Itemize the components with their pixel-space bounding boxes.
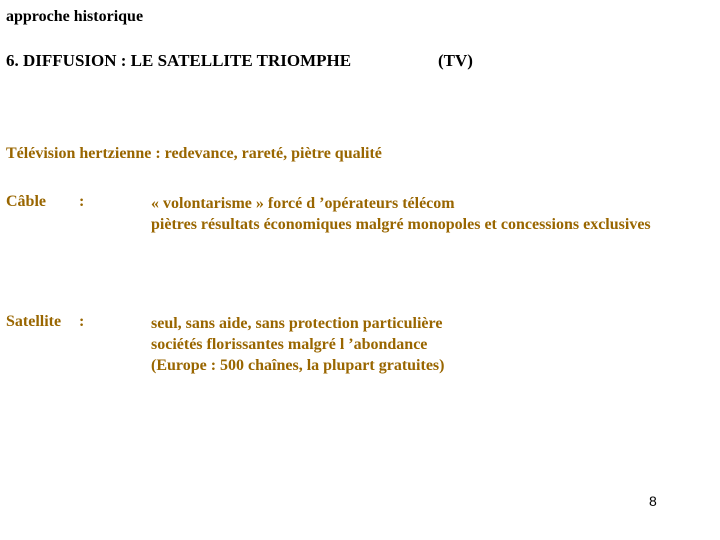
cable-label: Câble [6,193,46,210]
cable-line-2: piètres résultats économiques malgré monopoles et concessions exclusives [151,216,651,233]
slide-title: 6. DIFFUSION : LE SATELLITE TRIOMPHE [6,51,352,70]
slide-header: approche historique [6,8,144,25]
cable-line-1: « volontarisme » forcé d ’opérateurs télécom [151,195,455,212]
satellite-line-3: (Europe : 500 chaînes, la plupart gratuites) [151,357,445,374]
page-number: 8 [649,493,657,509]
satellite-line-1: seul, sans aide, sans protection particulière [151,315,443,332]
satellite-colon: : [79,313,85,330]
intro-line: Télévision hertzienne : redevance, rareté, piètre qualité [6,145,382,162]
slide-title-suffix: (TV) [438,51,473,70]
cable-colon: : [79,193,85,210]
satellite-label: Satellite [6,313,62,330]
satellite-line-2: sociétés florissantes malgré l ’abondance [151,336,428,353]
